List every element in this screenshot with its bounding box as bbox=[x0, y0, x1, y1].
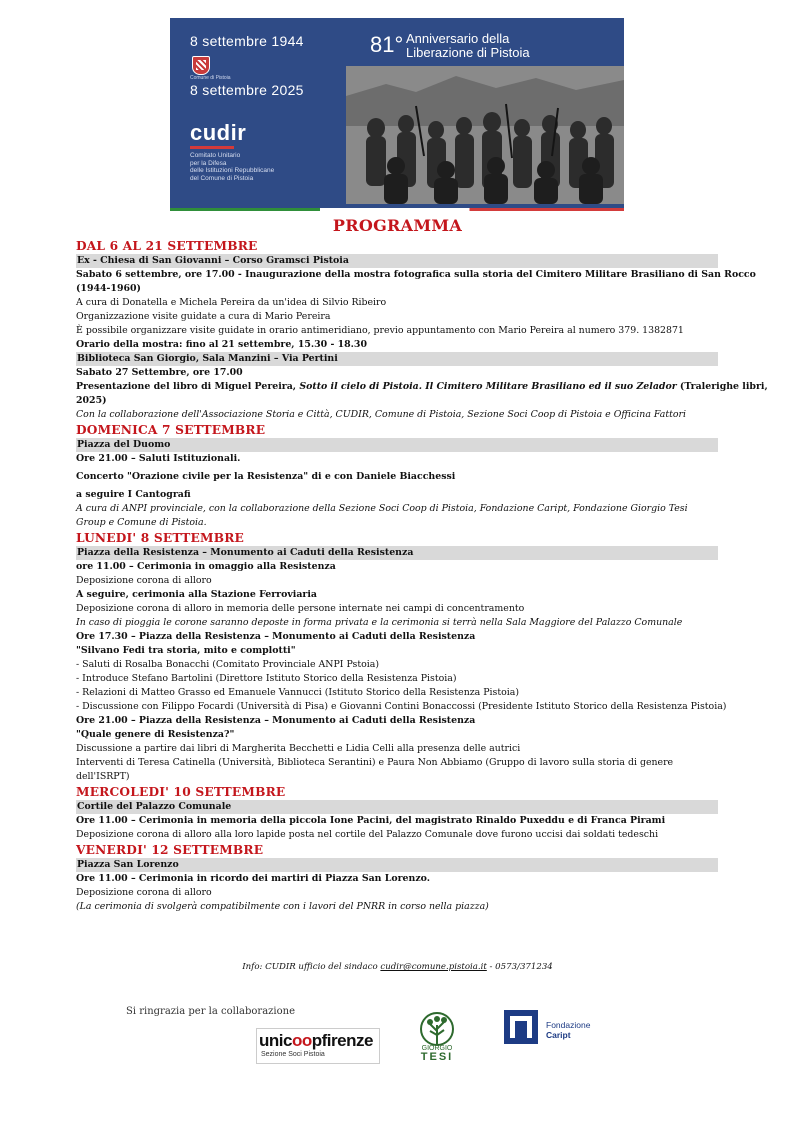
fondazione-caript-icon bbox=[504, 1010, 538, 1044]
event-line: a seguire I Cantografi bbox=[76, 489, 191, 500]
event-line: "Silvano Fedi tra storia, mito e complotti" bbox=[76, 645, 296, 656]
thanks-text: Si ringrazia per la collaborazione bbox=[126, 1006, 296, 1017]
book-title: Sotto il cielo di Pistoia. Il Cimitero Militare Brasiliano ed il suo Zelador bbox=[299, 381, 677, 392]
event-line: Ore 17.30 – Piazza della Resistenza – Monumento ai Caduti della Resistenza bbox=[76, 631, 476, 642]
event-line: 2025) bbox=[76, 395, 107, 406]
cudir-logo: cudir bbox=[190, 120, 247, 145]
tesi-small: GIORGIO bbox=[421, 1045, 453, 1052]
partisans-photo bbox=[346, 66, 624, 204]
event-line: - Saluti di Rosalba Bonacchi (Comitato Provinciale ANPI Pstoia) bbox=[76, 659, 380, 670]
event-line: A cura di Donatella e Michela Pereira da un'idea di Silvio Ribeiro bbox=[76, 297, 387, 308]
info-prefix: Info: CUDIR ufficio del sindaco bbox=[242, 962, 381, 972]
venue-bar: Piazza San Lorenzo bbox=[76, 858, 718, 872]
unicoop-logo bbox=[256, 1028, 380, 1064]
event-line: ore 11.00 – Cerimonia in omaggio alla Resistenza bbox=[76, 561, 336, 572]
event-line: È possibile organizzare visite guidate in orario antimeridiano, previo appuntamento con Mario Pereira al numero 379. 1382871 bbox=[76, 325, 684, 336]
email-link[interactable]: cudir@comune.pistoia.it bbox=[380, 962, 487, 972]
header-banner bbox=[170, 18, 624, 210]
unicoop-part: unic bbox=[259, 1031, 292, 1050]
event-line: Organizzazione visite guidate a cura di Mario Pereira bbox=[76, 311, 331, 322]
info-suffix: - 0573/371234 bbox=[486, 962, 553, 972]
day-heading: DOMENICA 7 SETTEMBRE bbox=[76, 423, 266, 437]
cudir-logo-bar bbox=[190, 146, 234, 149]
event-line: Orario della mostra: fino al 21 settembre, 15.30 - 18.30 bbox=[76, 339, 367, 350]
tesi-big: TESI bbox=[420, 1051, 454, 1063]
event-line: dell'ISRPT) bbox=[76, 771, 130, 782]
cudir-description: Comitato Unitario per la Difesa delle Istituzioni Repubblicane del Comune di Pistoia bbox=[190, 152, 275, 182]
event-line: - Introduce Stefano Bartolini (Direttore Istituto Storico della Resistenza Pistoia) bbox=[76, 673, 457, 684]
event-line: - Relazioni di Matteo Grasso ed Emanuele Vannucci (Istituto Storico della Resistenza Pistoia) bbox=[76, 687, 520, 698]
unicoop-wordmark bbox=[259, 1031, 373, 1051]
comune-label: Comune di Pistoia bbox=[190, 75, 231, 81]
start-date: 8 settembre 1944 bbox=[190, 33, 304, 49]
caript-line1: Fondazione bbox=[546, 1020, 591, 1030]
event-line: Ore 11.00 – Cerimonia in ricordo dei martiri di Piazza San Lorenzo. bbox=[76, 873, 430, 884]
day-heading: VENERDI' 12 SETTEMBRE bbox=[76, 843, 264, 857]
unicoop-subtitle: Sezione Soci Pistoia bbox=[261, 1051, 325, 1058]
event-line: A seguire, cerimonia alla Stazione Ferroviaria bbox=[76, 589, 317, 600]
venue-bar: Piazza del Duomo bbox=[76, 438, 718, 452]
book-presentation-line bbox=[76, 380, 768, 394]
event-line: Deposizione corona di alloro bbox=[76, 575, 212, 586]
venue-bar: Piazza della Resistenza – Monumento ai Caduti della Resistenza bbox=[76, 546, 718, 560]
italian-flag-stripe bbox=[170, 208, 624, 211]
event-line: Interventi di Teresa Catinella (Università, Biblioteca Serantini) e Paura Non Abbiamo (Gruppo di lavoro sulla storia di genere bbox=[76, 757, 674, 768]
venue-bar: Cortile del Palazzo Comunale bbox=[76, 800, 718, 814]
unicoop-part: pfirenze bbox=[311, 1031, 373, 1050]
event-line: In caso di pioggia le corone saranno deposte in forma privata e la cerimonia si terrà nella Sala Maggiore del Palazzo Comunale bbox=[76, 617, 683, 628]
caript-line2: Caript bbox=[546, 1030, 571, 1040]
event-line: Con la collaborazione dell'Associazione Storia e Città, CUDIR, Comune di Pistoia, Sezione Soci Coop di Pistoia e Officina Fattori bbox=[76, 409, 687, 420]
event-line: Deposizione corona di alloro bbox=[76, 887, 212, 898]
event-line: Sabato 27 Settembre, ore 17.00 bbox=[76, 367, 243, 378]
event-line: Deposizione corona di alloro in memoria delle persone internate nei campi di concentramento bbox=[76, 603, 525, 614]
event-line: (La cerimonia di svolgerà compatibilmente con i lavori del PNRR in corso nella piazza) bbox=[76, 901, 489, 912]
event-text: Presentazione del libro di Miguel Pereira, bbox=[76, 381, 300, 392]
event-line: A cura di ANPI provinciale, con la collaborazione della Sezione Soci Coop di Pistoia, Fondazione Caript, Fondazione Giorgio Tesi Group e Comune di Pistoia. bbox=[76, 503, 688, 528]
event-line: Ore 21.00 – Piazza della Resistenza – Monumento ai Caduti della Resistenza bbox=[76, 715, 476, 726]
event-text: (Tralerighe libri, bbox=[676, 381, 768, 392]
program-title: PROGRAMMA bbox=[332, 216, 463, 235]
event-line: Discussione a partire dai libri di Margherita Becchetti e Lidia Celli alla presenza delle autrici bbox=[76, 743, 521, 754]
program-body bbox=[76, 238, 768, 914]
event-line: Concerto "Orazione civile per la Resistenza" di e con Daniele Biacchessi bbox=[76, 471, 456, 482]
day-heading: MERCOLEDI' 10 SETTEMBRE bbox=[76, 785, 286, 799]
anniversary-title: Anniversario della Liberazione di Pistoia bbox=[406, 31, 530, 60]
event-line: Sabato 6 settembre, ore 17.00 - Inaugurazione della mostra fotografica sulla storia del Cimitero Militare Brasiliano di San Rocco bbox=[76, 269, 756, 280]
unicoop-part-red: oo bbox=[291, 1031, 312, 1050]
anniversary-number: 81° bbox=[370, 32, 404, 57]
giorgio-tesi-name bbox=[408, 1044, 466, 1062]
event-line: "Quale genere di Resistenza?" bbox=[76, 729, 235, 740]
coat-of-arms-icon bbox=[192, 56, 210, 75]
event-line: (1944-1960) bbox=[76, 283, 141, 294]
day-heading: DAL 6 AL 21 SETTEMBRE bbox=[76, 239, 258, 253]
venue-bar: Ex - Chiesa di San Giovanni – Corso Gramsci Pistoia bbox=[76, 254, 718, 268]
fondazione-caript-name bbox=[546, 1020, 590, 1040]
end-date: 8 settembre 2025 bbox=[190, 82, 304, 98]
event-line: Ore 21.00 – Saluti Istituzionali. bbox=[76, 453, 241, 464]
day-heading: LUNEDI' 8 SETTEMBRE bbox=[76, 531, 245, 545]
banner-left-panel bbox=[170, 18, 346, 204]
event-line: - Discussione con Filippo Focardi (Università di Pisa) e Giovanni Contini Bonaccossi (Presidente Istituto Storico della Resistenza Pistoia) bbox=[76, 701, 727, 712]
venue-bar: Biblioteca San Giorgio, Sala Manzini – Via Pertini bbox=[76, 352, 718, 366]
contact-info bbox=[0, 962, 795, 972]
event-line: Deposizione corona di alloro alla loro lapide posta nel cortile del Palazzo Comunale dove furono uccisi dai soldati tedeschi bbox=[76, 829, 659, 840]
event-line: Ore 11.00 – Cerimonia in memoria della piccola Ione Pacini, del magistrato Rinaldo Puxeddu e di Franca Pirami bbox=[76, 815, 666, 826]
